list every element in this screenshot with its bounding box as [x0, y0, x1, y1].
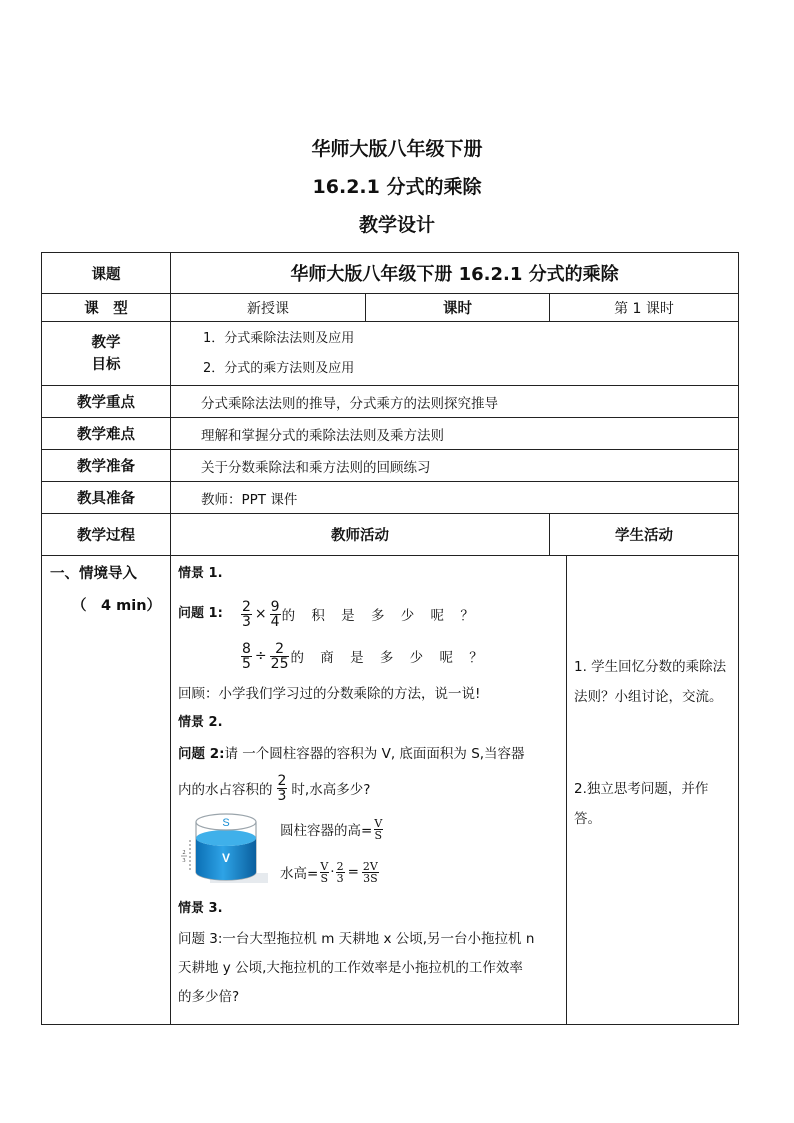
row-difficulty	[42, 418, 739, 450]
times-sign: ×	[254, 606, 267, 622]
key-label: 教学重点	[42, 386, 171, 418]
title-line-1: 华师大版八年级下册	[311, 138, 483, 160]
question-1-text: 的 积 是 多 少 呢 ？	[281, 608, 480, 624]
question-2-text-a: 内的水占容积的	[178, 782, 273, 798]
denominator: 3S	[363, 871, 378, 885]
difficulty-value: 理解和掌握分式的乘除法法则及乘方法则	[171, 418, 739, 450]
height-label: 圆柱容器的高=	[280, 823, 373, 839]
question-2-text-b: 时,水高多少?	[291, 782, 371, 798]
cylinder-illustration	[180, 810, 270, 886]
height-formula	[280, 810, 384, 848]
denominator: S	[374, 828, 383, 842]
student-answer-2: 2.独立思考问题，并作答。	[574, 781, 709, 827]
numerator: 2	[242, 598, 251, 615]
question-1-label: 问题 1:	[178, 606, 223, 621]
label-V: V	[221, 851, 231, 865]
numerator: V	[374, 816, 383, 830]
row-key	[42, 386, 739, 418]
dot-operator: ·	[330, 864, 335, 880]
row-topic	[42, 253, 739, 294]
row-type	[42, 294, 739, 322]
goal-item: 2．分式的乘方法则及应用	[203, 360, 355, 376]
row-prep	[42, 450, 739, 482]
fraction-2V-3S	[362, 861, 379, 884]
fraction-V-S	[373, 818, 383, 841]
question-2-line-1	[178, 738, 560, 770]
question-2-text: 请 一个圆柱容器的容积为 V, 底面面积为 S,当容器	[224, 746, 525, 762]
marker-numerator: 2	[182, 850, 186, 856]
tools-value: 教师：PPT 课件	[171, 482, 739, 514]
student-activity-cell	[567, 556, 739, 1025]
cylinder-image	[180, 810, 270, 886]
water-surface	[196, 830, 256, 846]
stage-time: （ 4 min）	[72, 598, 162, 614]
fraction-9-4	[270, 600, 281, 629]
scene-3-title: 情景 3.	[178, 901, 223, 916]
teacher-activity-cell	[171, 556, 567, 1025]
fraction-V-S	[319, 861, 329, 884]
question-2-label: 问题 2:	[178, 746, 225, 762]
type-label: 课 型	[42, 294, 171, 322]
numerator: 8	[242, 640, 251, 657]
student-activity-header: 学生活动	[550, 514, 739, 556]
process-label: 教学过程	[42, 514, 171, 556]
question-2-line-2	[178, 770, 560, 806]
stage-name: 一、情境导入	[50, 566, 137, 582]
denominator: S	[320, 871, 329, 885]
teacher-activity-header: 教师活动	[171, 514, 550, 556]
question-3-line: 的多少倍?	[178, 989, 240, 1005]
water-label: 水高=	[280, 866, 319, 882]
prep-label: 教学准备	[42, 450, 171, 482]
goal-item: 1．分式乘除法法则及应用	[203, 330, 355, 346]
fraction-2-3	[277, 774, 288, 803]
marker-denominator: 3	[182, 858, 186, 864]
document-titles	[0, 130, 794, 244]
denominator: 25	[270, 655, 289, 672]
title-line-3: 教学设计	[358, 214, 435, 236]
goals-label-text: 教学目标	[91, 334, 121, 373]
water-height-formula	[280, 852, 384, 892]
cylinder-row	[178, 810, 560, 892]
question-1-row	[178, 592, 560, 636]
student-answer-1	[574, 652, 732, 712]
scene-2-title: 情景 2.	[178, 715, 223, 730]
numerator: 2V	[362, 859, 378, 873]
fraction-2-25	[270, 642, 290, 671]
stage-cell	[42, 556, 171, 1025]
denominator: 3	[242, 613, 251, 630]
difficulty-label: 教学难点	[42, 418, 171, 450]
student-answer-1-line: 1. 学生回忆分数的乘除法	[574, 659, 727, 675]
question-3-line: 天耕地 y 公顷,大拖拉机的工作效率是小拖拉机的工作效率	[178, 960, 523, 976]
equals-sign: =	[347, 864, 359, 880]
numerator: V	[320, 859, 329, 873]
tools-label: 教具准备	[42, 482, 171, 514]
title-line-2: 16.2.1 分式的乘除	[312, 176, 482, 198]
label-S: S	[222, 817, 230, 829]
scene-1-title: 情景 1.	[178, 566, 223, 581]
denominator: 3	[277, 787, 287, 804]
key-value: 分式乘除法法则的推导，分式乘方的法则探究推导	[171, 386, 739, 418]
topic-value: 华师大版八年级下册 16.2.1 分式的乘除	[171, 253, 739, 294]
question-1b-text: 的 商 是 多 少 呢 ？	[290, 650, 489, 666]
goals-label	[42, 322, 171, 386]
topic-label: 课题	[42, 253, 171, 294]
denominator: 4	[270, 613, 280, 630]
denominator: 3	[336, 871, 344, 885]
numerator: 2	[277, 772, 287, 789]
cylinder-formulas	[280, 810, 384, 892]
question-3-line: 问题 3:一台大型拖拉机 m 天耕地 x 公顷,另一台小拖拉机 n	[178, 931, 535, 947]
period-label: 课时	[366, 294, 550, 322]
goals-list	[171, 322, 739, 386]
denominator: 5	[242, 655, 251, 672]
review-text: 回顾：小学我们学习过的分数乘除的方法，说一说!	[178, 686, 481, 702]
row-stage-1	[42, 556, 739, 1025]
prep-value: 关于分数乘除法和乘方法则的回顾练习	[171, 450, 739, 482]
numerator: 9	[270, 598, 280, 615]
student-answer-1-line: 法则？小组讨论，交流。	[574, 689, 723, 705]
row-tools	[42, 482, 739, 514]
fraction-8-5	[241, 642, 252, 671]
question-1b-row	[178, 636, 560, 676]
numerator: 2	[336, 859, 344, 873]
row-process-header	[42, 514, 739, 556]
fraction-2-3	[336, 861, 345, 884]
type-value: 新授课	[171, 294, 366, 322]
numerator: 2	[275, 640, 285, 657]
fraction-2-3	[241, 600, 252, 629]
row-goals	[42, 322, 739, 386]
divide-sign: ÷	[254, 648, 267, 664]
lesson-plan-table	[41, 252, 739, 1025]
period-value: 第 1 课时	[550, 294, 739, 322]
